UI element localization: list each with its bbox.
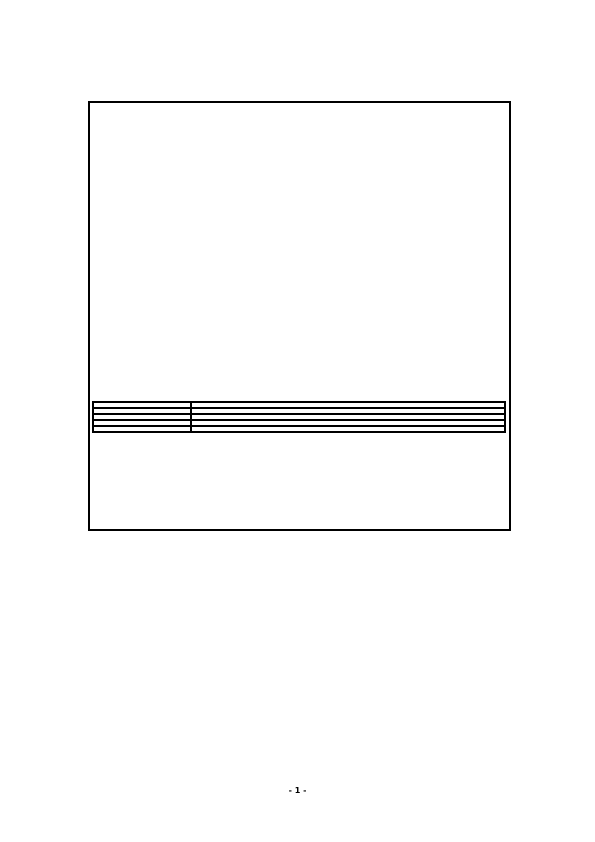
table-row xyxy=(93,426,505,432)
info-table xyxy=(92,401,506,433)
document-frame xyxy=(88,101,511,531)
page-number: - 1 - xyxy=(288,786,307,795)
table-cell-label xyxy=(93,426,191,432)
table-cell-value xyxy=(191,426,505,432)
